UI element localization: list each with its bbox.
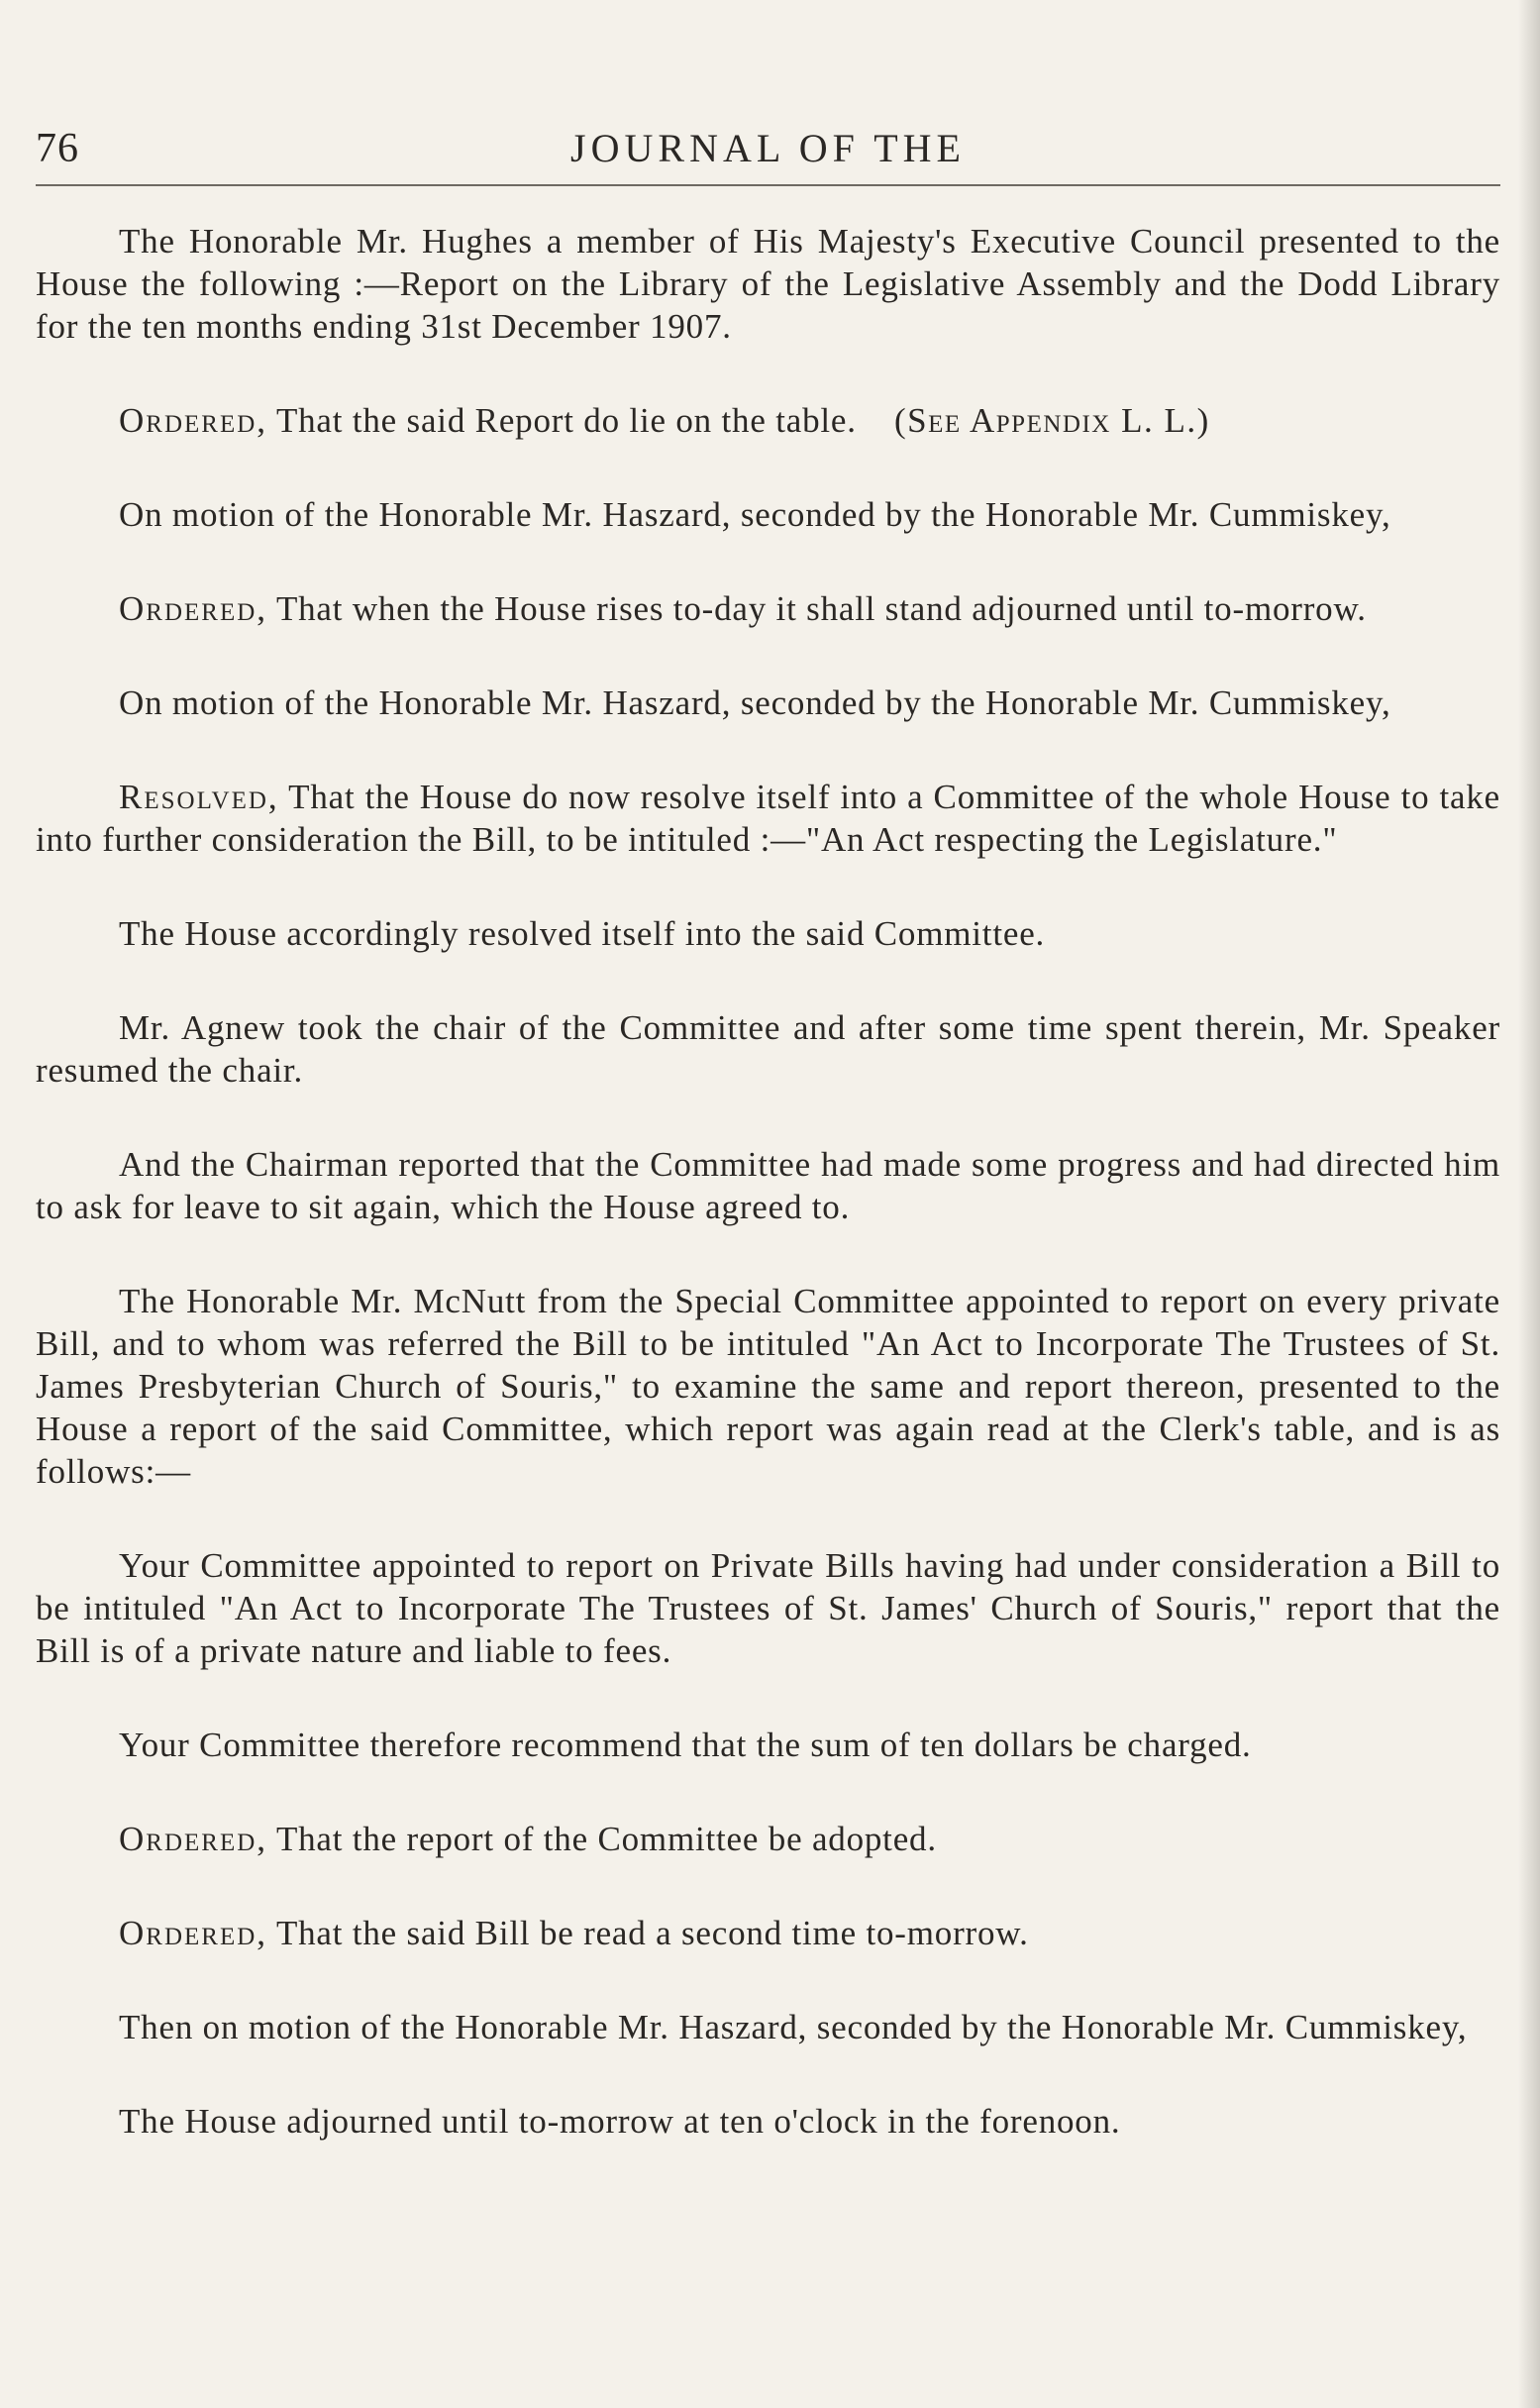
paragraph-chairman-report (36, 1143, 1500, 1228)
paragraph-ordered-adopted (36, 1818, 1500, 1860)
paragraph-special-committee (36, 1280, 1500, 1493)
paragraph-text: Your Committee therefore recommend that the sum of ten dollars be charged. (119, 1726, 1252, 1764)
paragraph-text: The Honorable Mr. McNutt from the Special Committee appointed to report on every private Bill, and to whom was referred the Bill to be intituled "An Act to Incorporate The Trustees of St. James Presbyterian Church of Souris," to examine the same and report thereon, presented to the House a report of the said Committee, which report was again read at the Clerk's table, and is as follows:— (36, 1282, 1500, 1491)
paragraph-lead-ordered: Ordered, (119, 589, 268, 628)
paragraph-fee-recommendation (36, 1724, 1500, 1766)
paragraph-text: On motion of the Honorable Mr. Haszard, seconded by the Honorable Mr. Cummiskey, (119, 683, 1391, 722)
paragraph-text: The Honorable Mr. Hughes a member of His Majesty's Executive Council presented to the House the following :—Report on the Library of the Legislative Assembly and the Dodd Library for the ten months ending 31st December 1907. (36, 222, 1500, 346)
appendix-reference: (See Appendix L. L.) (894, 401, 1210, 440)
paragraph-text: On motion of the Honorable Mr. Haszard, seconded by the Honorable Mr. Cummiskey, (119, 495, 1391, 534)
paragraph-motion (36, 493, 1500, 536)
paragraph-text: That the said Report do lie on the table. (267, 401, 857, 440)
paragraph-report-presented (36, 220, 1500, 348)
paragraph-text: That the said Bill be read a second time to-morrow. (267, 1914, 1029, 1952)
paragraph-adjournment (36, 2100, 1500, 2143)
paragraph-text: That the House do now resolve itself into a Committee of the whole House to take into further consideration the Bill, to be intituled :—"An Act respecting the Legislature." (36, 778, 1500, 859)
header-rule (36, 184, 1500, 186)
paragraph-lead-ordered: Ordered, (119, 401, 268, 440)
paragraph-text: Mr. Agnew took the chair of the Committee and after some time spent therein, Mr. Speaker resumed the chair. (36, 1008, 1500, 1090)
page-header (36, 117, 1500, 176)
paragraph-text: Then on motion of the Honorable Mr. Haszard, seconded by the Honorable Mr. Cummiskey, (119, 2008, 1468, 2046)
paragraph-text: The House accordingly resolved itself into the said Committee. (119, 914, 1046, 953)
page-number: 76 (36, 126, 79, 171)
paragraph-motion (36, 681, 1500, 724)
paragraph-ordered-lie-on-table (36, 399, 1500, 442)
paragraph-ordered-second-reading (36, 1912, 1500, 1954)
paragraph-committee-report (36, 1544, 1500, 1672)
paragraph-motion (36, 2006, 1500, 2048)
paragraph-lead-ordered: Ordered, (119, 1820, 268, 1858)
paragraph-text: That when the House rises to-day it shall stand adjourned until to-morrow. (267, 589, 1367, 628)
paragraph-lead-resolved: Resolved, (119, 778, 279, 816)
paragraph-committee-resolved (36, 912, 1500, 955)
paragraph-lead-ordered: Ordered, (119, 1914, 268, 1952)
paragraph-resolved (36, 776, 1500, 861)
journal-body (36, 220, 1500, 2194)
paragraph-chair (36, 1006, 1500, 1092)
paragraph-ordered-adjourn (36, 587, 1500, 630)
paragraph-text: And the Chairman reported that the Committee had made some progress and had directed him to ask for leave to sit again, which the House agreed to. (36, 1145, 1500, 1226)
running-title: JOURNAL OF THE (570, 126, 966, 170)
paragraph-text: Your Committee appointed to report on Private Bills having had under consideration a Bill to be intituled "An Act to Incorporate The Trustees of St. James' Church of Souris," report that the Bill is of a private nature and liable to fees. (36, 1546, 1500, 1670)
paragraph-text: The House adjourned until to-morrow at ten o'clock in the forenoon. (119, 2102, 1121, 2141)
page-edge-shadow (1518, 0, 1540, 2408)
paragraph-text: That the report of the Committee be adopted. (267, 1820, 937, 1858)
